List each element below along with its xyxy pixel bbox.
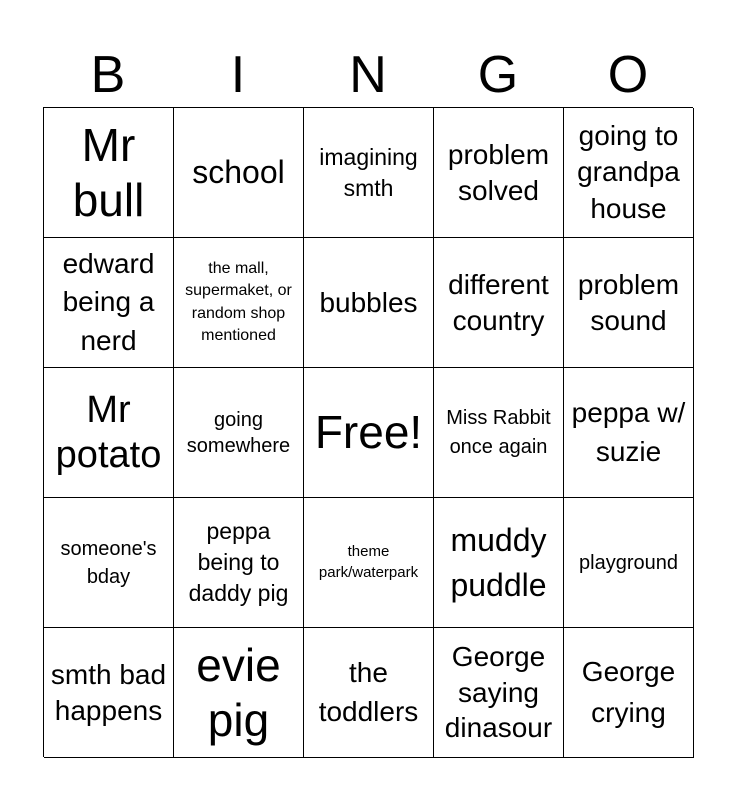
- cell-text: Mr potato: [55, 389, 162, 476]
- bingo-cell[interactable]: [434, 498, 564, 628]
- bingo-cell[interactable]: [174, 238, 304, 368]
- bingo-cell[interactable]: [44, 498, 174, 628]
- cell-text: evie pig: [196, 639, 281, 746]
- bingo-cell[interactable]: [174, 628, 304, 758]
- cell-text: edward being a nerd: [62, 247, 155, 356]
- bingo-cell[interactable]: [44, 368, 174, 498]
- cell-text: going to grandpa house: [577, 119, 680, 224]
- cell-text: the toddlers: [318, 657, 419, 727]
- bingo-cell[interactable]: [434, 368, 564, 498]
- cell-text: different country: [448, 268, 549, 336]
- bingo-cell[interactable]: [434, 628, 564, 758]
- bingo-cell[interactable]: [564, 238, 694, 368]
- cell-text: bubbles: [319, 286, 418, 318]
- free-space[interactable]: [304, 368, 434, 498]
- bingo-cell[interactable]: [44, 238, 174, 368]
- bingo-cell[interactable]: [564, 108, 694, 238]
- bingo-cell[interactable]: [434, 238, 564, 368]
- cell-text: going somewhere: [186, 408, 291, 457]
- header-letter-g: G: [477, 46, 519, 104]
- header-letter-o: O: [607, 46, 649, 104]
- cell-text: muddy puddle: [450, 522, 547, 603]
- cell-text: theme park/waterpark: [318, 543, 419, 581]
- bingo-cell[interactable]: [564, 628, 694, 758]
- cell-text: Mr bull: [72, 119, 145, 226]
- cell-text: problem sound: [577, 268, 680, 336]
- bingo-cell[interactable]: [304, 108, 434, 238]
- cell-text: George crying: [581, 655, 676, 728]
- cell-text: peppa being to daddy pig: [188, 518, 289, 606]
- bingo-cell[interactable]: [174, 368, 304, 498]
- cell-text: imagining smth: [319, 143, 418, 201]
- cell-text: school: [192, 153, 285, 190]
- bingo-cell[interactable]: [304, 498, 434, 628]
- cell-text: George saying dinasour: [444, 640, 553, 744]
- bingo-cell[interactable]: [434, 108, 564, 238]
- header-letter-n: N: [349, 46, 387, 104]
- bingo-cell[interactable]: [44, 108, 174, 238]
- bingo-cell[interactable]: [174, 498, 304, 628]
- cell-text: problem solved: [447, 138, 550, 206]
- cell-text: smth bad happens: [50, 658, 167, 726]
- cell-text: the mall, supermaket, or random shop mentioned: [185, 259, 292, 344]
- cell-text: peppa w/ suzie: [571, 397, 686, 467]
- cell-text: playground: [579, 551, 678, 574]
- bingo-cell[interactable]: [304, 628, 434, 758]
- cell-text: Miss Rabbit once again: [446, 406, 551, 458]
- bingo-cell[interactable]: [564, 498, 694, 628]
- bingo-cell[interactable]: [174, 108, 304, 238]
- bingo-board: [43, 107, 693, 757]
- bingo-cell[interactable]: [304, 238, 434, 368]
- header-letter-i: I: [230, 46, 246, 104]
- cell-text: someone's bday: [60, 537, 157, 588]
- free-space-text: Free!: [314, 406, 423, 459]
- header-letter-b: B: [90, 46, 126, 104]
- bingo-cell[interactable]: [564, 368, 694, 498]
- bingo-cell[interactable]: [44, 628, 174, 758]
- bingo-header: [43, 44, 693, 106]
